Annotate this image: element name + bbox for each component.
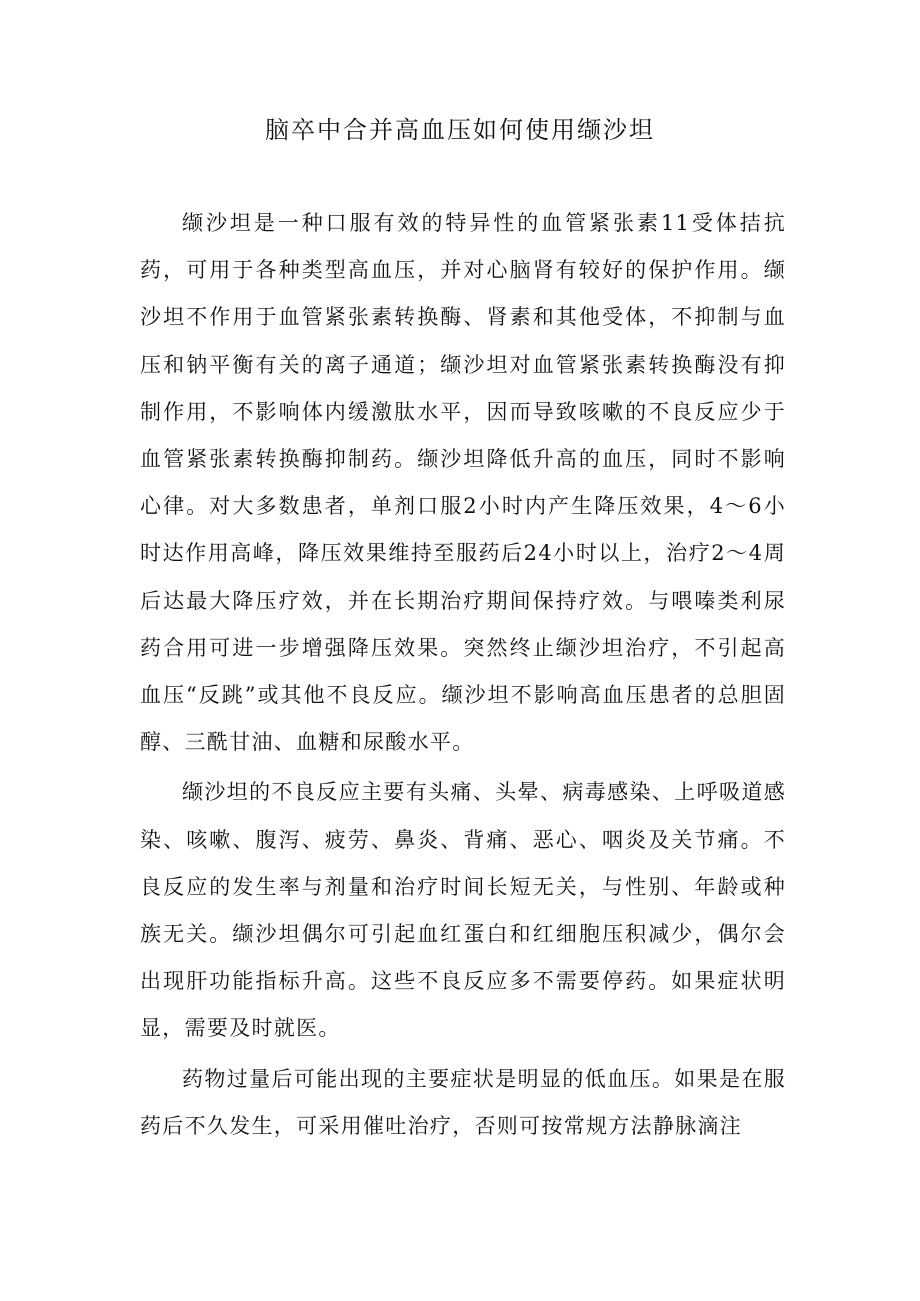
document-title: 脑卒中合并高血压如何使用缬沙坦 <box>265 116 655 144</box>
paragraph-overdose: 药物过量后可能出现的主要症状是明显的低血压。如果是在服药后不久发生，可采用催吐治疗，否则可按常规方法静脉滴注 <box>140 1066 786 1138</box>
paragraph-intro: 缬沙坦是一种口服有效的特异性的血管紧张素11受体拮抗药，可用于各种类型高血压，并对心脑肾有较好的保护作用。缬沙坦不作用于血管紧张素转换酶、肾素和其他受体，不抑制与血压和钠平衡有关的离子通道；缬沙坦对血管紧张素转换酶没有抑制作用，不影响体内缓激肽水平，因而导致咳嗽的不良反应少于血管紧张素转换酶抑制药。缬沙坦降低升高的血压，同时不影响心律。对大多数患者，单剂口服2小时内产生降压效果，4～6小时达作用高峰，降压效果维持至服药后24小时以上，治疗2～4周后达最大降压疗效，并在长期治疗期间保持疗效。与喂嗪类利尿药合用可进一步增强降压效果。突然终止缬沙坦治疗，不引起高血压“反跳”或其他不良反应。缬沙坦不影响高血压患者的总胆固醇、三酰甘油、血糖和尿酸水平。 <box>140 211 786 755</box>
document-body <box>140 200 786 1153</box>
paragraph-adverse-reactions: 缬沙坦的不良反应主要有头痛、头晕、病毒感染、上呼吸道感染、咳嗽、腹泻、疲劳、鼻炎、背痛、恶心、咽炎及关节痛。不良反应的发生率与剂量和治疗时间长短无关，与性别、年龄或种族无关。缬沙坦偶尔可引起血红蛋白和红细胞压积减少，偶尔会出现肝功能指标升高。这些不良反应多不需要停药。如果症状明显，需要及时就医。 <box>140 780 786 1041</box>
